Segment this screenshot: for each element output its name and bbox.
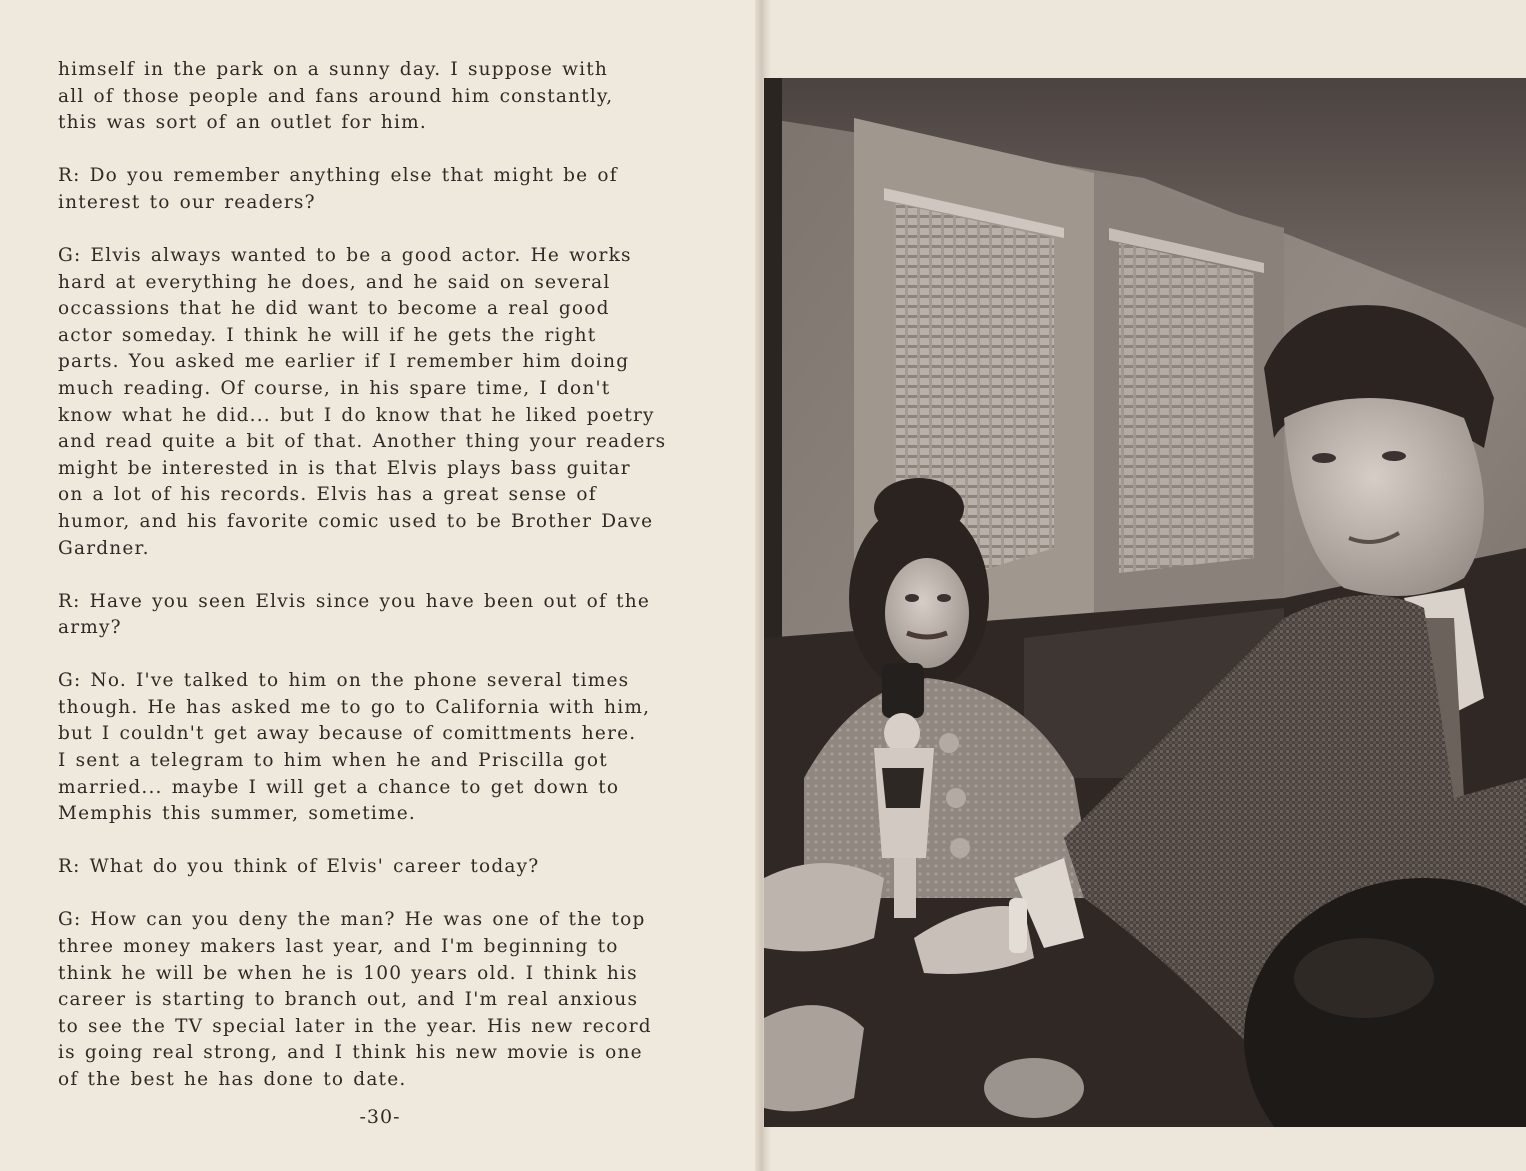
text-line: on a lot of his records. Elvis has a great sense of xyxy=(58,484,597,506)
text-line: G: No. I've talked to him on the phone several times xyxy=(58,670,630,692)
text-line: this was sort of an outlet for him. xyxy=(58,112,427,134)
text-line: to see the TV special later in the year. His new record xyxy=(58,1015,652,1037)
interview-text xyxy=(58,57,738,1120)
photograph xyxy=(764,78,1526,1127)
text-line: actor someday. I think he will if he gets the right xyxy=(58,324,597,346)
paragraph xyxy=(58,907,738,1093)
paragraph xyxy=(58,243,738,562)
text-line: I sent a telegram to him when he and Priscilla got xyxy=(58,750,608,772)
text-line: is going real strong, and I think his new movie is one xyxy=(58,1042,643,1064)
text-line: Memphis this summer, sometime. xyxy=(58,803,416,825)
paragraph xyxy=(58,57,738,137)
text-line: army? xyxy=(58,617,122,639)
text-line: married... maybe I will get a chance to get down to xyxy=(58,776,620,798)
text-line: himself in the park on a sunny day. I suppose with xyxy=(58,59,609,80)
text-line: and read quite a bit of that. Another thing your readers xyxy=(58,431,667,453)
photograph-illustration xyxy=(764,78,1526,1127)
text-line: R: What do you think of Elvis' career today? xyxy=(58,856,540,878)
text-line: much reading. Of course, in his spare time, I don't xyxy=(58,377,611,399)
text-line: hard at everything he does, and he said on several xyxy=(58,271,611,293)
text-line: occassions that he did want to become a real good xyxy=(58,298,610,320)
paragraph xyxy=(58,163,738,216)
text-line: think he will be when he is 100 years old. I think his xyxy=(58,962,638,984)
text-line: though. He has asked me to go to California with him, xyxy=(58,696,651,718)
text-line: humor, and his favorite comic used to be Brother Dave xyxy=(58,510,654,532)
text-line: of the best he has done to date. xyxy=(58,1069,407,1090)
text-line: all of those people and fans around him constantly, xyxy=(58,85,614,107)
text-line: career is starting to branch out, and I'm real anxious xyxy=(58,989,639,1011)
text-line: R: Do you remember anything else that might be of xyxy=(58,165,618,187)
text-line: G: How can you deny the man? He was one of the top xyxy=(58,909,646,931)
page-number: -30- xyxy=(359,1106,401,1128)
paragraph xyxy=(58,854,738,881)
text-line: R: Have you seen Elvis since you have been out of the xyxy=(58,590,651,612)
paragraph xyxy=(58,589,738,642)
text-line: interest to our readers? xyxy=(58,191,316,213)
paragraph xyxy=(58,668,738,828)
text-line: parts. You asked me earlier if I remember him doing xyxy=(58,351,630,373)
text-line: know what he did... but I do know that he liked poetry xyxy=(58,404,655,426)
text-line: three money makers last year, and I'm beginning to xyxy=(58,936,619,958)
text-line: G: Elvis always wanted to be a good actor. He works xyxy=(58,244,632,266)
text-line: but I couldn't get away because of comittments here. xyxy=(58,723,637,745)
text-line: Gardner. xyxy=(58,537,150,559)
left-page xyxy=(0,0,760,1171)
text-line: might be interested in is that Elvis plays bass guitar xyxy=(58,457,631,479)
